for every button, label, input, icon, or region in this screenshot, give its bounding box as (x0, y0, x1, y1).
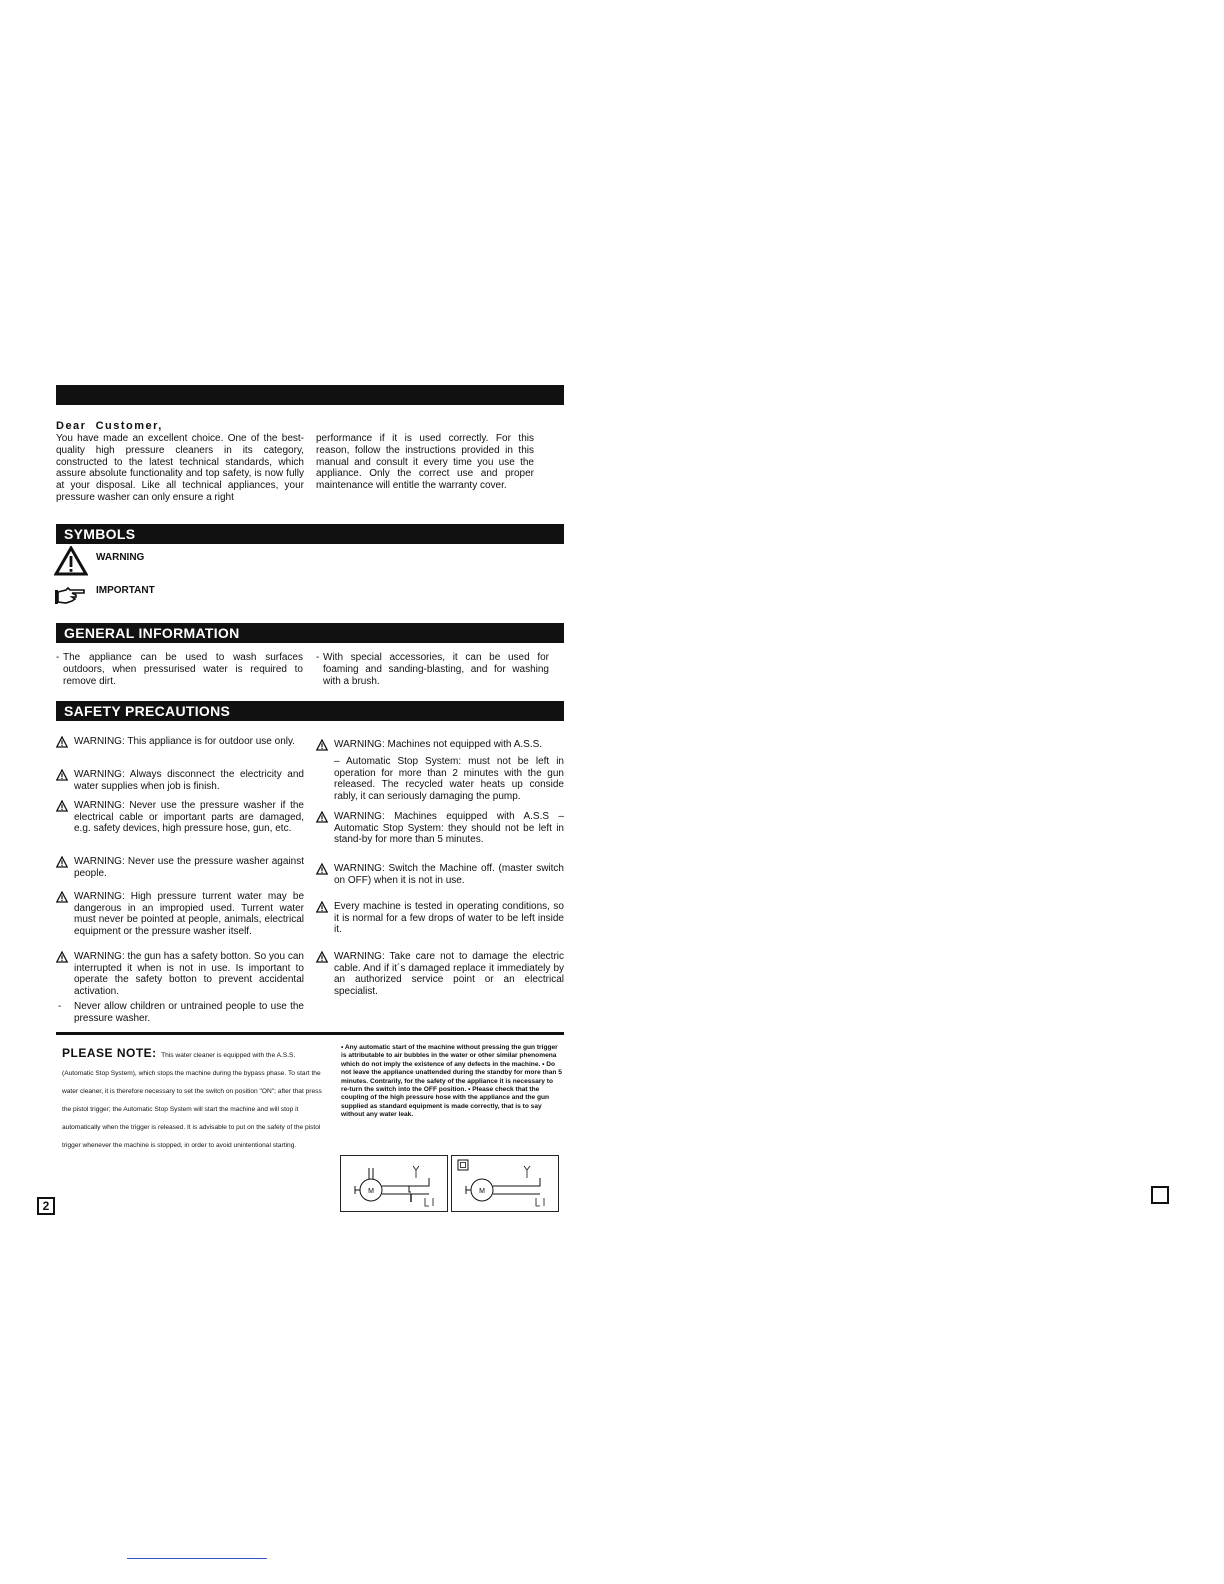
warning-triangle-icon (56, 800, 68, 812)
warning-triangle-icon (316, 951, 328, 963)
ass-diagram-left (340, 1155, 448, 1212)
top-header-bar (56, 385, 564, 405)
general-left-text: The appliance can be used to wash surfaces outdoors, when pressurised water is required to remove dirt. (63, 652, 303, 687)
motor-label: M (479, 1188, 485, 1195)
symbols-heading-bar (56, 524, 564, 544)
page-number (37, 1197, 55, 1215)
safety-heading-bar (56, 701, 564, 721)
note-right-text: • Any automatic start of the machine without pressing the gun trigger is attributable to air bubbles in the water or other similar phenomena which do not imply the existence of any defects in the machine. • Do not leave the appliance unattended during the standby for more than 5 minutes. Contrarily, for the safety of the appliance it is necessary to re-turn the switch into the OFF position. • Please check that the coupling of the high pressure hose with the appliance and the gun supplied as standard equipment is made correctly, that is to say without any water leak. (341, 1044, 562, 1119)
warning-triangle-icon (316, 863, 328, 875)
safety-left-dash-marker: - (58, 1001, 62, 1012)
general-left-dash: - (56, 652, 60, 663)
motor-label: M (368, 1188, 374, 1195)
warning-triangle-icon (56, 856, 68, 868)
safety-right-ass-sub: – Automatic Stop System: must not be left in operation for more than 2 minutes with the gun released. The recycled water heats up conside rably, it can seriously damaging the pump. (334, 756, 564, 802)
general-heading-bar (56, 623, 564, 643)
warning-triangle-icon (56, 736, 68, 748)
pointing-hand-icon (54, 586, 86, 606)
greeting: Dear Customer, (56, 420, 163, 432)
note-title: PLEASE NOTE: (62, 1046, 157, 1060)
page-number-text: 2 (42, 1199, 50, 1213)
ass-diagram-right (451, 1155, 559, 1212)
warning-triangle-icon (316, 739, 328, 751)
warning-triangle-icon (56, 769, 68, 781)
safety-heading: SAFETY PRECAUTIONS (64, 703, 231, 719)
warning-symbol-label: WARNING (96, 552, 145, 563)
general-right-dash: - (316, 652, 320, 663)
general-heading: GENERAL INFORMATION (64, 625, 240, 641)
symbols-heading: SYMBOLS (64, 526, 136, 542)
warning-triangle-icon (54, 546, 88, 576)
note-left-block (62, 1044, 326, 1152)
note-left-text: This water cleaner is equipped with the A.S.S. (Automatic Stop System), which stops the machine during the bypass phase. To start the water cleaner, it is therefore necessary to set the switch on position "ON"; after that press the pistol trigger; the Automatic Stop System will start the machine and will stop it automatically when the trigger is released. It is advisable to put on the safety of the pistol trigger whenever the machine is stopped, in order to avoid unintentional starting. (62, 1052, 322, 1149)
safety-left-dash-item: Never allow children or untrained people to use the pressure washer. (74, 1001, 304, 1024)
warning-triangle-icon (316, 901, 328, 913)
important-symbol-label: IMPORTANT (96, 585, 155, 596)
general-right-text: With special accessories, it can be used for foaming and sanding-blasting, and for washing with a brush. (323, 652, 549, 687)
section-divider (56, 1032, 564, 1035)
warning-triangle-icon (316, 811, 328, 823)
intro-left-paragraph: You have made an excellent choice. One of the best-quality high pressure cleaners in its category, constructed to the latest technical standards, which assure absolute functionality and top safety, is now fully at your disposal. Like all technical appliances, your pressure washer can only ensure a right (56, 433, 304, 503)
right-page-box (1151, 1186, 1169, 1204)
warning-triangle-icon (56, 951, 68, 963)
warning-triangle-icon (56, 891, 68, 903)
bottom-rule (127, 1558, 267, 1559)
intro-right-paragraph: performance if it is used correctly. For this reason, follow the instructions provided in this manual and consult it every time you use the appliance. Only the correct use and proper maintenance will entitle the warranty cover. (316, 433, 534, 492)
